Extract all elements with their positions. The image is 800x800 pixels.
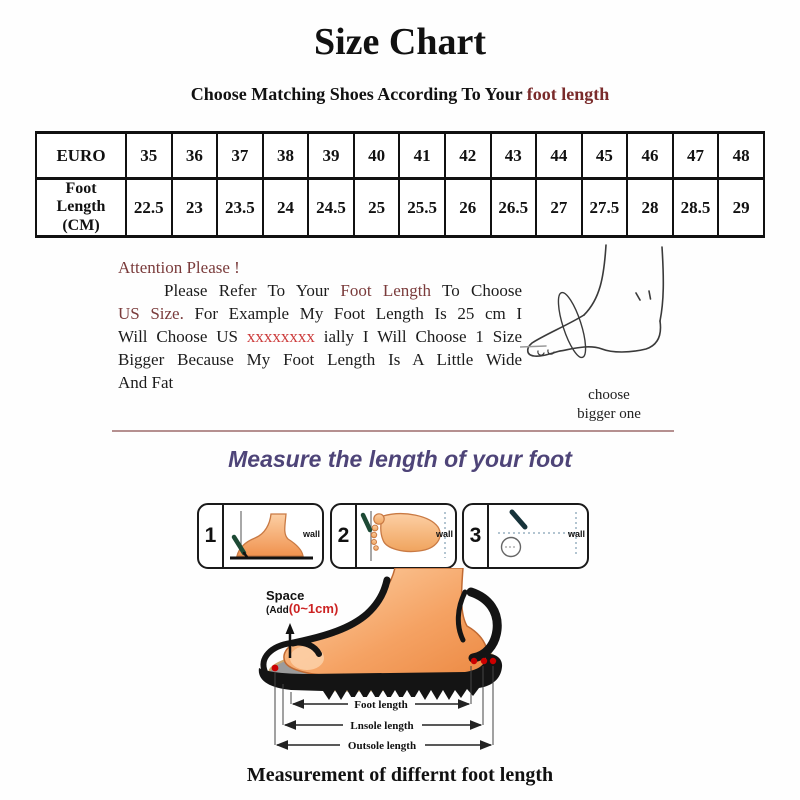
space-label [266,589,356,617]
foot-length-cell: 26 [445,179,491,237]
bottom-caption: Measurement of differnt foot length [246,764,554,786]
euro-size-cell: 45 [582,133,628,179]
step-number-1: 1 [199,505,224,567]
subtitle [0,84,800,105]
euro-size-cell: 48 [718,133,764,179]
space-label-line1: Space [266,588,305,603]
step-panel-2 [330,503,457,569]
space-range-text: (0~1cm) [288,601,339,616]
attention-line [118,279,522,302]
euro-header: EURO [36,133,126,179]
euro-size-cell: 43 [491,133,537,179]
euro-size-cell: 44 [536,133,582,179]
step-panel-3 [462,503,589,569]
attention-segment: Will Choose US [118,327,247,346]
foot-sketch-drawing [520,243,735,368]
foot-length-cell: 27.5 [582,179,628,237]
euro-size-cell: 42 [445,133,491,179]
size-table [35,131,765,238]
choose-bigger-label [545,386,673,424]
foot-length-cell: 25 [354,179,400,237]
attention-segment: Foot Length [340,281,432,300]
section-divider [112,430,674,432]
foot-length-cell: 28.5 [673,179,719,237]
row-foot-length [36,179,764,237]
insole-length-label: Lnsole length [350,720,414,732]
space-label-line2 [266,602,356,617]
attention-line [118,302,522,325]
subtitle-accent: foot length [526,84,610,104]
attention-segment: Bigger Because My Foot Length Is A Little Wide [118,350,522,369]
step-number-2: 2 [332,505,357,567]
euro-size-cell: 47 [673,133,719,179]
choose-bigger-line2: bigger one [577,406,641,422]
attention-line [118,325,522,348]
attention-segment: Attention Please ! [118,258,240,277]
attention-line [118,256,522,279]
euro-size-cell: 40 [354,133,400,179]
measure-heading: Measure the length of your foot [228,446,572,472]
attention-segment: xxxxxxxx [246,327,315,346]
attention-text [118,256,522,394]
page-title: Size Chart [313,21,487,63]
euro-size-cell: 37 [217,133,263,179]
attention-segment: US Size. [118,304,184,323]
foot-length-cell: 23.5 [217,179,263,237]
attention-line [118,371,522,394]
foot-length-cell: 29 [718,179,764,237]
foot-length-cell: 23 [172,179,218,237]
wall-label-2: wall [435,529,453,539]
euro-size-cell: 35 [126,133,172,179]
attention-segment: To Choose [431,281,522,300]
foot-length-cell: 28 [627,179,673,237]
foot-length-label: Foot length [354,699,408,711]
foot-length-cell: 25.5 [399,179,445,237]
foot-length-cell: 24.5 [308,179,354,237]
euro-size-cell: 38 [263,133,309,179]
step-number-3: 3 [464,505,489,567]
foot-length-cell: 26.5 [491,179,537,237]
foot-length-cell: 22.5 [126,179,172,237]
foot-length-header: Foot Length (CM) [36,179,126,237]
attention-segment: And Fat [118,373,174,392]
euro-size-cell: 46 [627,133,673,179]
wall-label-1: wall [302,529,320,539]
euro-size-cell: 39 [308,133,354,179]
euro-size-cell: 41 [399,133,445,179]
attention-segment: ially I Will Choose 1 Size [314,327,523,346]
foot-length-cell: 27 [536,179,582,237]
foot-length-cell: 24 [263,179,309,237]
subtitle-prefix: Choose Matching Shoes According To Your [190,84,527,104]
row-euro [36,133,764,179]
attention-segment: For Example My Foot Length Is 25 cm I [183,304,522,323]
euro-size-cell: 36 [172,133,218,179]
space-add-text: (Add [266,605,289,616]
choose-bigger-line1: choose [588,387,630,403]
outsole-length-label: Outsole length [347,740,417,752]
wall-label-3: wall [567,529,585,539]
attention-segment: Please Refer To Your [164,281,341,300]
step-panel-1 [197,503,324,569]
attention-line [118,348,522,371]
